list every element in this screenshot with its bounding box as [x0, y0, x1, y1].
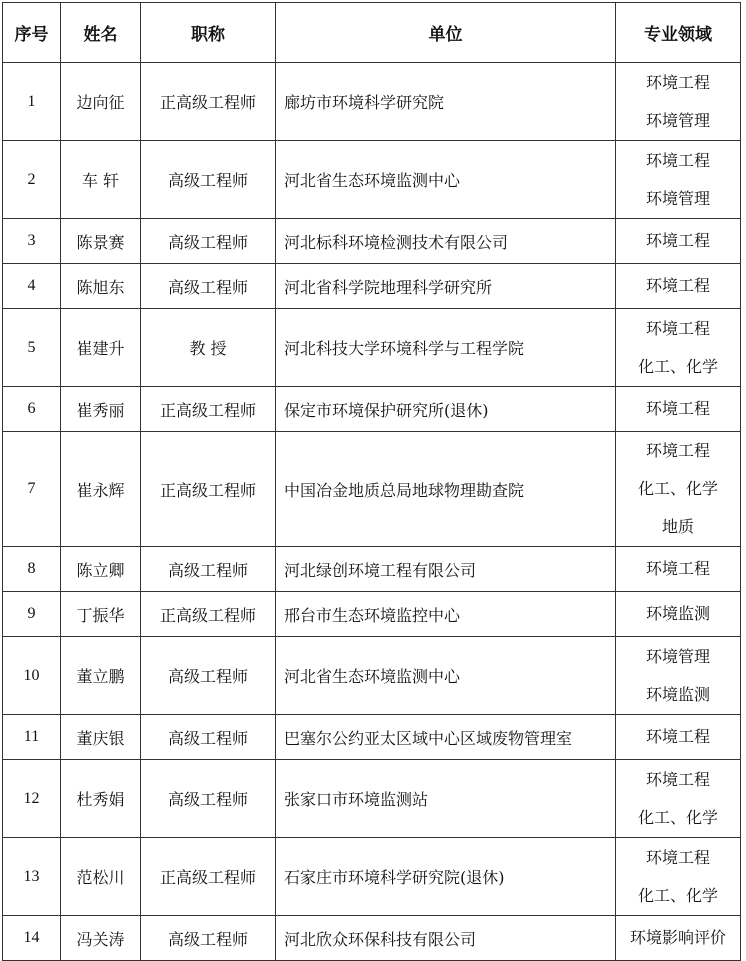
- header-unit: 单位: [276, 3, 616, 63]
- table-row: [3, 387, 741, 432]
- field-item: 地质: [661, 517, 694, 536]
- cell-title: 高级工程师: [141, 916, 276, 961]
- table-row: [3, 637, 741, 715]
- table-row: [3, 592, 741, 637]
- cell-name: 冯关涛: [61, 916, 141, 961]
- table-body: [3, 63, 741, 961]
- field-item: 环境管理: [645, 646, 710, 666]
- cell-name: 陈旭东: [61, 264, 141, 309]
- table-row: [3, 715, 741, 760]
- table-row: [3, 264, 741, 309]
- field-item: 环境工程: [645, 727, 710, 746]
- header-title: 职称: [141, 3, 276, 63]
- cell-name: 边向征: [61, 63, 141, 141]
- cell-index: 13: [3, 838, 61, 916]
- cell-name: 范松川: [61, 838, 141, 916]
- cell-field: [616, 715, 741, 760]
- cell-field: [616, 387, 741, 432]
- cell-field: [616, 432, 741, 547]
- cell-unit: 河北绿创环境工程有限公司: [276, 547, 616, 592]
- header-index: 序号: [3, 3, 61, 63]
- cell-name: 崔秀丽: [61, 387, 141, 432]
- cell-unit: 河北省科学院地理科学研究所: [276, 264, 616, 309]
- cell-index: 11: [3, 715, 61, 760]
- cell-title: 正高级工程师: [141, 838, 276, 916]
- table-row: [3, 916, 741, 961]
- header-name: 姓名: [61, 3, 141, 63]
- cell-unit: 河北标科环境检测技术有限公司: [276, 219, 616, 264]
- cell-index: 7: [3, 432, 61, 547]
- table-row: [3, 547, 741, 592]
- cell-unit: 石家庄市环境科学研究院(退休): [276, 838, 616, 916]
- field-item: 环境工程: [645, 276, 710, 295]
- cell-index: 14: [3, 916, 61, 961]
- cell-name: 车 轩: [61, 141, 141, 219]
- field-item: 环境影响评价: [629, 928, 726, 947]
- field-item: 化工、化学: [637, 356, 718, 376]
- cell-title: 正高级工程师: [141, 387, 276, 432]
- table-row: [3, 63, 741, 141]
- field-item: 环境工程: [645, 72, 710, 92]
- field-item: 环境工程: [645, 769, 710, 789]
- cell-name: 董立鹏: [61, 637, 141, 715]
- cell-unit: 河北欣众环保科技有限公司: [276, 916, 616, 961]
- cell-unit: 保定市环境保护研究所(退休): [276, 387, 616, 432]
- field-item: 环境管理: [645, 188, 710, 208]
- cell-unit: 河北省生态环境监测中心: [276, 637, 616, 715]
- cell-field: [616, 916, 741, 961]
- cell-title: 高级工程师: [141, 637, 276, 715]
- table-row: [3, 141, 741, 219]
- cell-unit: 廊坊市环境科学研究院: [276, 63, 616, 141]
- cell-name: 丁振华: [61, 592, 141, 637]
- cell-name: 崔永辉: [61, 432, 141, 547]
- table-row: [3, 219, 741, 264]
- cell-index: 10: [3, 637, 61, 715]
- cell-field: [616, 637, 741, 715]
- cell-index: 6: [3, 387, 61, 432]
- cell-unit: 中国冶金地质总局地球物理勘查院: [276, 432, 616, 547]
- cell-field: [616, 838, 741, 916]
- cell-field: [616, 547, 741, 592]
- cell-title: 高级工程师: [141, 715, 276, 760]
- cell-field: [616, 141, 741, 219]
- cell-unit: 张家口市环境监测站: [276, 760, 616, 838]
- header-field: 专业领域: [616, 3, 741, 63]
- table-row: [3, 760, 741, 838]
- header-row: [3, 3, 741, 63]
- cell-index: 3: [3, 219, 61, 264]
- cell-title: 高级工程师: [141, 547, 276, 592]
- cell-title: 高级工程师: [141, 141, 276, 219]
- cell-unit: 河北科技大学环境科学与工程学院: [276, 309, 616, 387]
- cell-title: 高级工程师: [141, 760, 276, 838]
- field-item: 化工、化学: [637, 885, 718, 905]
- cell-unit: 河北省生态环境监测中心: [276, 141, 616, 219]
- field-item: 环境工程: [645, 231, 710, 250]
- field-item: 环境监测: [645, 684, 710, 704]
- cell-field: [616, 592, 741, 637]
- cell-name: 杜秀娟: [61, 760, 141, 838]
- field-item: 环境工程: [645, 399, 710, 418]
- field-item: 化工、化学: [637, 807, 718, 827]
- field-item: 环境监测: [645, 604, 710, 623]
- cell-name: 董庆银: [61, 715, 141, 760]
- cell-name: 陈立卿: [61, 547, 141, 592]
- field-item: 环境工程: [645, 150, 710, 170]
- expert-table: [2, 2, 741, 961]
- cell-field: [616, 219, 741, 264]
- cell-title: 高级工程师: [141, 264, 276, 309]
- table-row: [3, 309, 741, 387]
- table-row: [3, 432, 741, 547]
- cell-index: 5: [3, 309, 61, 387]
- field-item: 环境工程: [645, 847, 710, 867]
- cell-index: 1: [3, 63, 61, 141]
- field-item: 环境工程: [645, 441, 710, 460]
- cell-title: 高级工程师: [141, 219, 276, 264]
- cell-field: [616, 264, 741, 309]
- cell-title: 教 授: [141, 309, 276, 387]
- field-item: 化工、化学: [637, 479, 718, 498]
- cell-index: 9: [3, 592, 61, 637]
- cell-title: 正高级工程师: [141, 432, 276, 547]
- cell-name: 陈景赛: [61, 219, 141, 264]
- cell-index: 4: [3, 264, 61, 309]
- cell-field: [616, 63, 741, 141]
- field-item: 环境工程: [645, 318, 710, 338]
- cell-index: 8: [3, 547, 61, 592]
- cell-field: [616, 309, 741, 387]
- cell-title: 正高级工程师: [141, 63, 276, 141]
- cell-title: 正高级工程师: [141, 592, 276, 637]
- cell-unit: 邢台市生态环境监控中心: [276, 592, 616, 637]
- field-item: 环境管理: [645, 110, 710, 130]
- cell-name: 崔建升: [61, 309, 141, 387]
- cell-index: 2: [3, 141, 61, 219]
- table-row: [3, 838, 741, 916]
- field-item: 环境工程: [645, 559, 710, 578]
- cell-index: 12: [3, 760, 61, 838]
- cell-field: [616, 760, 741, 838]
- cell-unit: 巴塞尔公约亚太区域中心区域废物管理室: [276, 715, 616, 760]
